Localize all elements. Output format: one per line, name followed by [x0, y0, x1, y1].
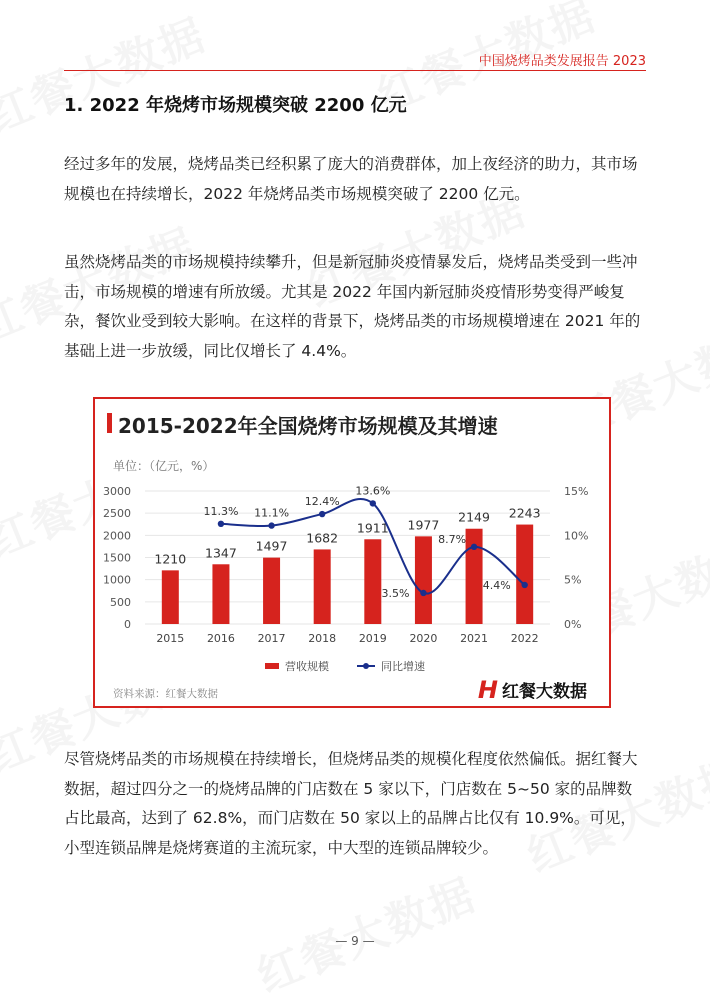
- legend-label: 同比增速: [381, 660, 425, 673]
- bar: [415, 536, 432, 624]
- bar: [314, 549, 331, 624]
- chart-figure: [93, 397, 611, 708]
- bar-value-label: 1210: [154, 551, 187, 567]
- y-right-tick-label: 15%: [564, 485, 589, 498]
- line-point: [471, 544, 477, 550]
- y-left-tick-label: 3000: [103, 485, 131, 498]
- x-tick-label: 2022: [510, 632, 539, 645]
- watermark: [246, 859, 483, 1004]
- chart-unit-label: 单位：（亿元，%）: [113, 459, 215, 473]
- body-paragraph: 虽然烧烤品类的市场规模持续攀升，但是新冠肺炎疫情暴发后，烧烤品类受到一些冲击，市场规模的增速有所放缓。尤其是 2022 年国内新冠肺炎疫情形势变得严峻复杂，餐饮业受到较大影响。在这样的背景下，烧烤品类的市场规模增速在 2021 年的基础上进一步放缓，同比仅增长了 4.4%。: [64, 253, 641, 360]
- line-point: [370, 500, 376, 506]
- x-tick-label: 2019: [358, 632, 387, 645]
- bar: [212, 564, 229, 624]
- y-right-tick-label: 5%: [564, 573, 582, 587]
- legend-swatch-line: [357, 665, 375, 667]
- bar-value-label: 1682: [306, 530, 339, 546]
- y-left-tick-label: 2000: [103, 529, 131, 543]
- line-point: [319, 511, 325, 517]
- legend-item-bar: [265, 658, 329, 674]
- body-paragraph: 尽管烧烤品类的市场规模在持续增长，但烧烤品类的规模化程度依然偏低。据红餐大数据，超过四分之一的烧烤品牌的门店数在 5 家以下，门店数在 5~50 家的品牌数占比最高，达到了 62.8%，而门店数在 50 家以上的品牌占比仅有 10.9%。可见，小型连锁品牌是烧烤赛道的主流玩家，中大型的连锁品牌较少。: [64, 750, 638, 857]
- y-right-tick-label: 0%: [564, 618, 582, 631]
- bar-value-label: 1347: [205, 545, 237, 561]
- brand-name: 红餐大数据: [502, 682, 587, 702]
- report-header: 中国烧烤品类发展报告 2023: [478, 54, 646, 69]
- line-value-label: 8.7%: [438, 532, 467, 546]
- bar: [364, 539, 381, 624]
- bar: [162, 570, 179, 624]
- watermark: [0, 0, 214, 145]
- section-title: 1. 2022 年烧烤市场规模突破 2200 亿元: [64, 95, 407, 116]
- x-tick-label: 2016: [206, 632, 235, 645]
- x-tick-label: 2018: [308, 632, 337, 645]
- line-point: [420, 590, 426, 596]
- bar-value-label: 1977: [407, 517, 440, 533]
- body-paragraph: 经过多年的发展，烧烤品类已经积累了庞大的消费群体，加上夜经济的助力，其市场规模也在持续增长，2022 年烧烤品类市场规模突破了 2200 亿元。: [64, 155, 638, 203]
- y-left-tick-label: 1500: [103, 551, 131, 565]
- chart-title: 2015-2022年全国烧烤市场规模及其增速: [118, 414, 498, 438]
- brand-logo: [478, 677, 587, 702]
- line-point: [218, 521, 224, 527]
- bar-value-label: 1497: [255, 538, 288, 554]
- bar: [263, 558, 280, 624]
- legend-item-line: [357, 658, 425, 674]
- y-left-tick-label: 0: [124, 618, 131, 631]
- bar-value-label: 1911: [356, 520, 389, 536]
- x-tick-label: 2015: [156, 632, 185, 645]
- bar: [516, 525, 533, 624]
- x-tick-label: 2020: [409, 632, 438, 645]
- line-value-label: 13.6%: [355, 484, 391, 498]
- line-value-label: 11.1%: [254, 506, 290, 520]
- bar-value-label: 2149: [458, 509, 490, 525]
- header-divider: [64, 70, 646, 71]
- legend-swatch-bar: [265, 663, 279, 669]
- line-value-label: 4.4%: [482, 578, 511, 592]
- chart-source: 资料来源：红餐大数据: [113, 688, 218, 700]
- legend-label: 营收规模: [285, 660, 329, 673]
- bar-value-label: 2243: [508, 505, 541, 521]
- line-value-label: 11.3%: [203, 504, 239, 518]
- y-left-tick-label: 1000: [103, 573, 131, 587]
- line-point: [521, 582, 527, 588]
- line-value-label: 3.5%: [381, 586, 410, 600]
- chart-plot: [95, 399, 608, 654]
- y-right-tick-label: 10%: [564, 529, 589, 543]
- x-tick-label: 2017: [257, 632, 286, 645]
- y-left-tick-label: 500: [110, 595, 131, 609]
- page-number: — 9 —: [335, 934, 375, 948]
- brand-h-icon: H: [477, 675, 498, 704]
- bar: [466, 529, 483, 624]
- line-point: [268, 522, 274, 528]
- x-tick-label: 2021: [460, 632, 489, 645]
- line-value-label: 12.4%: [304, 495, 340, 509]
- y-left-tick-label: 2500: [103, 507, 131, 521]
